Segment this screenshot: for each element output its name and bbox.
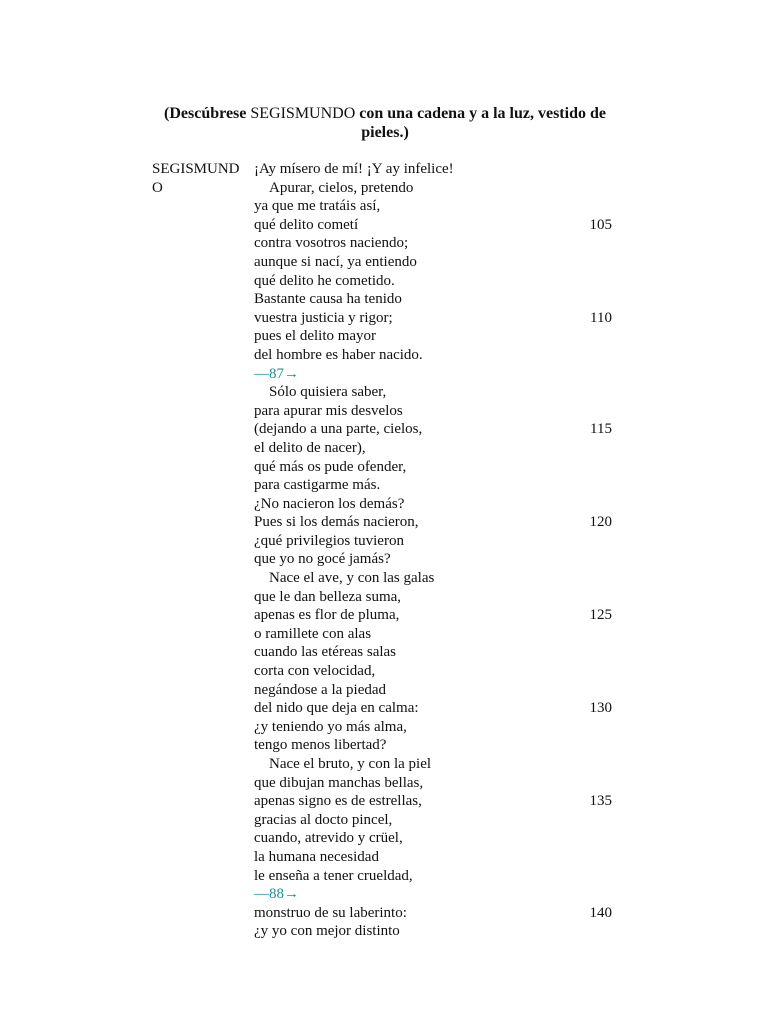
verse-text: corta con velocidad, xyxy=(254,663,376,680)
verse-number: 130 xyxy=(589,700,612,717)
verse-text: ¿qué privilegios tuvieron xyxy=(254,532,404,549)
verse-number: 125 xyxy=(589,607,612,624)
verse-text: Nace el bruto, y con la piel xyxy=(269,756,432,772)
verse-number: 110 xyxy=(590,309,612,326)
verse-line xyxy=(254,346,614,365)
verse-text: Sólo quisiera saber, xyxy=(269,384,387,401)
verse-line xyxy=(254,420,614,439)
verse-line xyxy=(254,160,614,179)
verse-line xyxy=(254,513,614,532)
verse-text: qué delito he cometido. xyxy=(254,272,395,289)
verse-number: 135 xyxy=(589,793,612,810)
verse-line xyxy=(254,774,614,793)
verse-line xyxy=(254,606,614,625)
verse-line xyxy=(254,179,614,198)
page-marker xyxy=(254,365,614,384)
verse-line xyxy=(254,643,614,662)
speaker-name: SEGISMUNDO xyxy=(152,161,240,196)
stage-direction xyxy=(150,104,620,142)
verse-text: del nido que deja en calma: xyxy=(254,700,419,717)
verse-text: vuestra justicia y rigor; xyxy=(254,309,393,326)
verse-text: cuando las etéreas salas xyxy=(254,644,397,661)
verse-text: apenas signo es de estrellas, xyxy=(254,793,422,810)
verse-line xyxy=(254,253,614,272)
verse-text: monstruo de su laberinto: xyxy=(254,904,407,921)
verse-line xyxy=(254,588,614,607)
verse-line xyxy=(254,327,614,346)
verse-line xyxy=(254,829,614,848)
verse-text: para castigarme más. xyxy=(254,477,381,494)
verse-line xyxy=(254,550,614,569)
verse-line xyxy=(254,625,614,644)
verse-line xyxy=(254,736,614,755)
stage-direction-character-name: SEGISMUNDO xyxy=(250,105,356,122)
verse-text: que yo no gocé jamás? xyxy=(254,551,391,568)
verse-line xyxy=(254,718,614,737)
verse-line xyxy=(254,290,614,309)
verse-line xyxy=(254,439,614,458)
verse-text: Apurar, cielos, pretendo xyxy=(269,179,414,196)
page-marker-link[interactable]: —88 xyxy=(254,886,284,903)
verse-text: ¿No nacieron los demás? xyxy=(254,495,405,512)
verse-block xyxy=(254,160,614,941)
verse-line xyxy=(254,569,614,588)
verse-text: Bastante causa ha tenido xyxy=(254,291,402,308)
verse-text: Pues si los demás nacieron, xyxy=(254,514,419,531)
stage-direction-part1: (Descúbrese xyxy=(164,105,251,122)
verse-number: 120 xyxy=(589,514,612,531)
stage-direction-part2: con una cadena y a la luz, vestido de pieles.) xyxy=(355,105,606,141)
verse-text: para apurar mis desvelos xyxy=(254,402,403,419)
verse-text: qué más os pude ofender, xyxy=(254,458,407,475)
verse-line xyxy=(254,216,614,235)
verse-text: la humana necesidad xyxy=(254,848,379,865)
verse-text: pues el delito mayor xyxy=(254,328,377,345)
verse-text: Nace el ave, y con las galas xyxy=(269,570,435,587)
verse-line xyxy=(254,458,614,477)
verse-line xyxy=(254,234,614,253)
verse-text: ¡Ay mísero de mí! ¡Y ay infelice! xyxy=(254,161,454,177)
verse-text: contra vosotros naciendo; xyxy=(254,235,409,252)
verse-line xyxy=(254,495,614,514)
verse-text: que dibujan manchas bellas, xyxy=(254,774,424,791)
verse-text: o ramillete con alas xyxy=(254,625,372,642)
verse-text: que le dan belleza suma, xyxy=(254,588,402,605)
verse-text: gracias al docto pincel, xyxy=(254,811,393,828)
verse-line xyxy=(254,309,614,328)
verse-text: el delito de nacer), xyxy=(254,439,366,456)
arrow-icon: → xyxy=(284,365,299,382)
verse-line xyxy=(254,904,614,923)
arrow-icon: → xyxy=(284,886,299,903)
verse-line xyxy=(254,922,614,941)
verse-line xyxy=(254,402,614,421)
verse-line xyxy=(254,755,614,774)
verse-line xyxy=(254,792,614,811)
verse-line xyxy=(254,811,614,830)
verse-text: ¿y teniendo yo más alma, xyxy=(254,718,407,735)
verse-text: ¿y yo con mejor distinto xyxy=(254,923,400,940)
verse-text: apenas es flor de pluma, xyxy=(254,607,400,624)
verse-line xyxy=(254,662,614,681)
verse-line xyxy=(254,272,614,291)
verse-text: (dejando a una parte, cielos, xyxy=(254,421,423,438)
verse-number: 140 xyxy=(589,904,612,921)
page-marker-link[interactable]: —87 xyxy=(254,365,284,382)
verse-line xyxy=(254,848,614,867)
verse-line xyxy=(254,867,614,886)
verse-line xyxy=(254,383,614,402)
verse-line xyxy=(254,197,614,216)
verse-text: negándose a la piedad xyxy=(254,681,387,698)
verse-number: 105 xyxy=(589,216,612,233)
verse-number: 115 xyxy=(590,421,612,438)
verse-text: ya que me tratáis así, xyxy=(254,198,381,215)
verse-line xyxy=(254,681,614,700)
page-marker xyxy=(254,885,614,904)
verse-line xyxy=(254,532,614,551)
verse-text: aunque si nací, ya entiendo xyxy=(254,253,417,270)
verse-text: tengo menos libertad? xyxy=(254,737,387,754)
verse-line xyxy=(254,699,614,718)
verse-text: qué delito cometí xyxy=(254,216,359,233)
verse-text: del hombre es haber nacido. xyxy=(254,346,423,363)
verse-text: cuando, atrevido y crüel, xyxy=(254,830,403,847)
verse-line xyxy=(254,476,614,495)
verse-text: le enseña a tener crueldad, xyxy=(254,867,413,884)
